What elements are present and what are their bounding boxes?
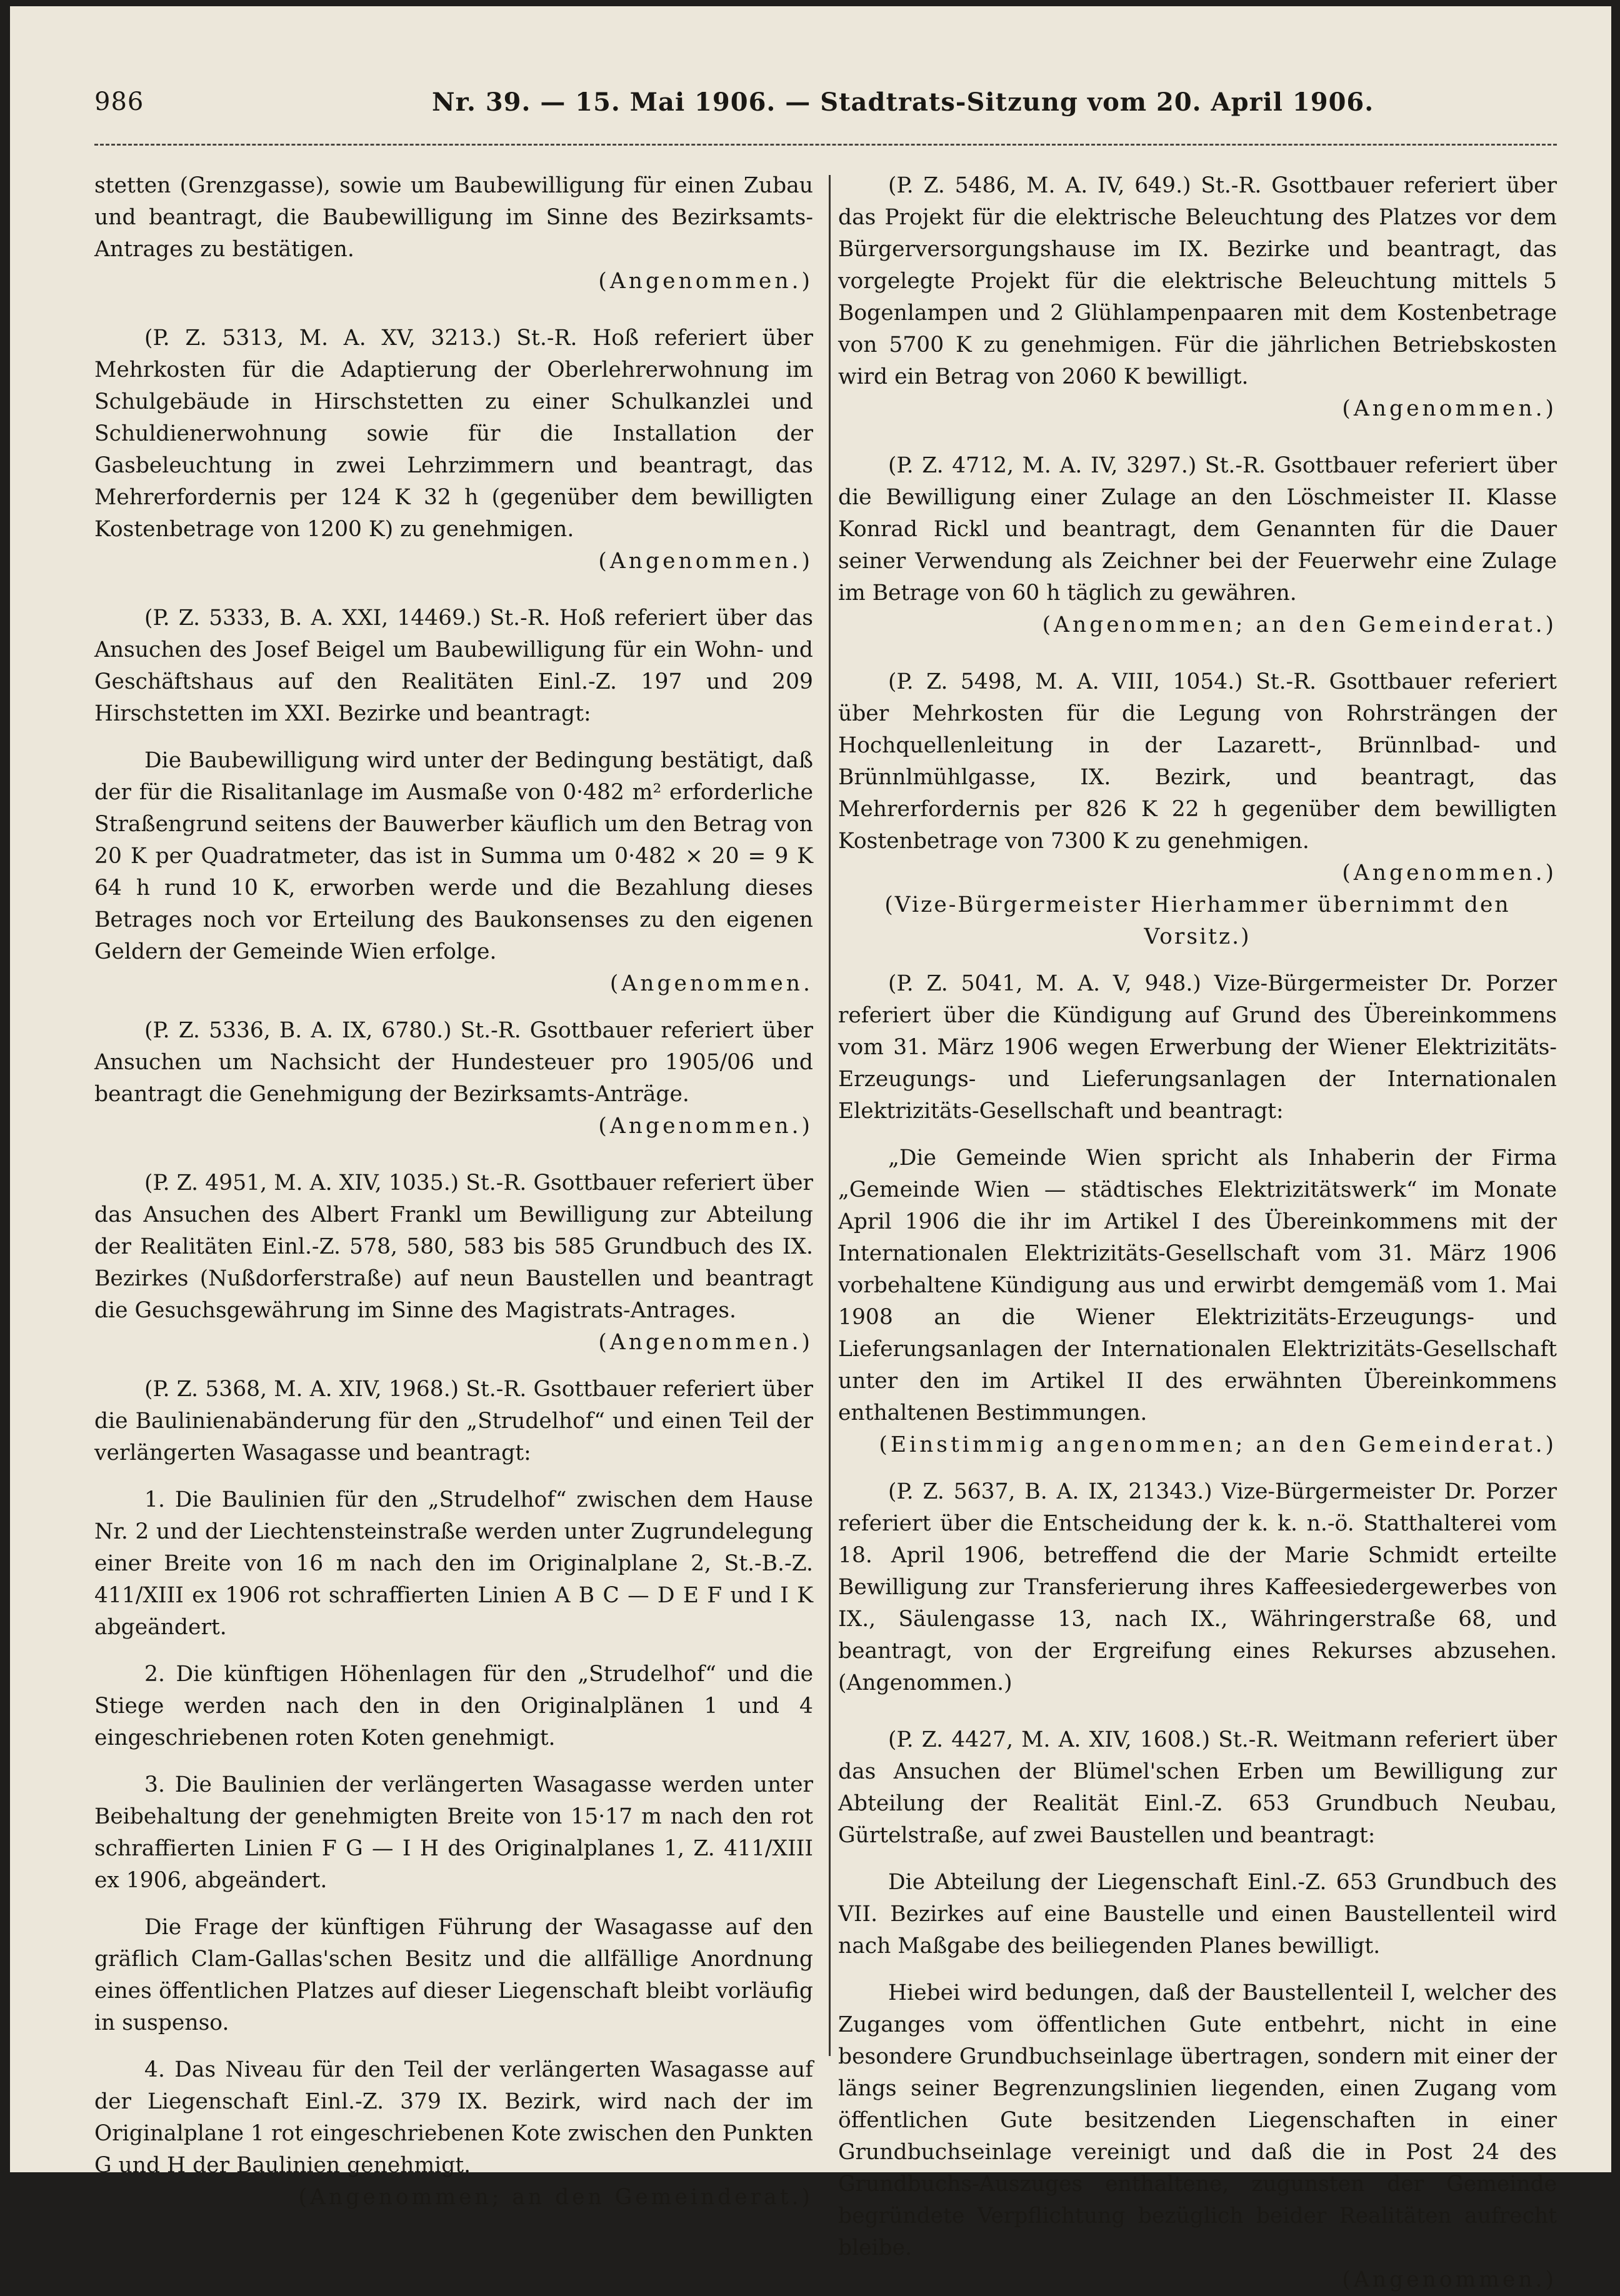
paragraph: Die Baubewilligung wird unter der Bedingung bestätigt, daß der für die Risalitanlage im Ausmaße von 0·482 m² erforderliche Straßengrund seitens der Bauwerber käuflich um den Betrag von 20 K per Quadratmeter, das ist in Summa um 0·482 × 20 = 9 K 64 h rund 10 K, erworben werde und die Bezahlung dieses Betrages noch vor Erteilung des Baukonsenses zu den eigenen Geldern der Gemeinde Wien erfolge. [94,748,813,964]
resolution-note: (Angenommen.) [1342,2267,1557,2292]
resolution-note: (Einstimmig angenommen; an den Gemeinderat.) [879,1432,1557,1457]
paragraph: 1. Die Baulinien für den „Strudelhof“ zwischen dem Hause Nr. 2 und der Liechtensteinstraße werden unter Zugrundelegung einer Breite von 16 m nach den im Originalplane 2, St.-B.-Z. 411/XIII ex 1906 rot schraffierten Linien A B C — D E F und I K abgeändert. [94,1487,813,1640]
resolution-note: (Angenommen.) [598,269,813,294]
paragraph: 4. Das Niveau für den Teil der verlängerten Wasagasse auf der Liegenschaft Einl.-Z. 379 IX. Bezirk, wird nach der im Originalplane 1 rot eingeschriebenen Kote zwischen den Punkten G und H der Baulinien genehmigt. [94,2057,813,2178]
left-column [94,170,813,2214]
paragraph: Die Frage der künftigen Führung der Wasagasse auf den gräflich Clam-Gallas'schen Besitz und die allfällige Anordnung eines öffentlichen Platzes auf dieser Liegenschaft bleibt vorläufig in suspenso. [94,1915,813,2035]
header-title: Nr. 39. — 15. Mai 1906. — Stadtrats-Sitzung vom 20. April 1906. [432,87,1374,117]
paragraph: (P. Z. 5368, M. A. XIV, 1968.) St.-R. Gsottbauer referiert über die Baulinienabänderung für den „Strudelhof“ und einen Teil der verlängerten Wasagasse und beantragt: [94,1377,813,1465]
paragraph: (P. Z. 5313, M. A. XV, 3213.) St.-R. Hoß referiert über Mehrkosten für die Adaptierung der Oberlehrerwohnung im Schulgebäude in Hirschstetten zu einer Schulkanzlei und Schuldienerwohnung sowie für die Installation der Gasbeleuchtung in zwei Lehrzimmern und beantragt, das Mehrerfordernis per 124 K 32 h (gegenüber dem bewilligten Kostenbetrage von 1200 K) zu genehmigen. [94,326,813,542]
paragraph: (P. Z. 5498, M. A. VIII, 1054.) St.-R. Gsottbauer referiert über Mehrkosten für die Legung von Rohrsträngen der Hochquellenleitung in der Lazarett-, Brünnlbad- und Brünnlmühlgasse, IX. Bezirk, und beantragt, das Mehrerfordernis per 826 K 22 h gegenüber dem bewilligten Kostenbetrage von 7300 K zu genehmigen. [838,669,1557,854]
header-divider [94,144,1557,146]
paragraph: (P. Z. 4951, M. A. XIV, 1035.) St.-R. Gsottbauer referiert über das Ansuchen des Albert Frankl um Bewilligung zur Abteilung der Realitäten Einl.-Z. 578, 580, 583 bis 585 Grundbuch des IX. Bezirkes (Nußdorferstraße) auf neun Baustellen und beantragt die Gesuchsgewährung im Sinne des Magistrats-Antrages. [94,1170,813,1323]
paragraph: (P. Z. 5486, M. A. IV, 649.) St.-R. Gsottbauer referiert über das Projekt für die elektrische Beleuchtung des Platzes vor dem Bürgerversorgungshause im IX. Bezirke und beantragt, das vorgelegte Projekt für die elektrische Beleuchtung mittels 5 Bogenlampen und 2 Glühlampenpaaren mit dem Kostenbetrage von 5700 K zu genehmigen. Für die jährlichen Betriebskosten wird ein Betrag von 2060 K bewilligt. [838,173,1557,389]
newspaper-page [10,6,1611,2292]
page-header [94,87,1557,125]
paragraph: Die Abteilung der Liegenschaft Einl.-Z. 653 Grundbuch des VII. Bezirkes auf eine Baustelle und einen Baustellenteil wird nach Maßgabe des beiliegenden Planes bewilligt. [838,1870,1557,1959]
resolution-note: (Angenommen.) [1342,396,1557,421]
paragraph: (P. Z. 5637, B. A. IX, 21343.) Vize-Bürgermeister Dr. Porzer referiert über die Entscheidung der k. k. n.-ö. Statthalterei vom 18. April 1906, betreffend die der Marie Schmidt erteilte Bewilligung zur Transferierung ihres Kaffeesiedergewerbes von IX., Säulengasse 13, nach IX., Währingerstraße 68, und beantragt, von der Ergreifung eines Rekurses abzusehen. (Angenommen.) [838,1479,1557,1695]
paragraph: 3. Die Baulinien der verlängerten Wasagasse werden unter Beibehaltung der genehmigten Breite von 15·17 m nach den rot schraffierten Linien F G — I H des Originalplanes 1, Z. 411/XIII ex 1906, abgeändert. [94,1772,813,1893]
resolution-note: (Angenommen.) [598,549,813,574]
resolution-note: (Angenommen.) [598,1330,813,1355]
paragraph: (P. Z. 5336, B. A. IX, 6780.) St.-R. Gsottbauer referiert über Ansuchen um Nachsicht der Hundesteuer pro 1905/06 und beantragt die Genehmigung der Bezirksamts-Anträge. [94,1018,813,1107]
resolution-note: (Angenommen.) [598,1114,813,1139]
right-column [838,170,1557,2296]
paragraph: (P. Z. 4427, M. A. XIV, 1608.) St.-R. Weitmann referiert über das Ansuchen der Blümel'schen Erben um Bewilligung zur Abteilung der Realität Einl.-Z. 653 Grundbuch Neubau, Gürtelstraße, auf zwei Baustellen und beantragt: [838,1727,1557,1848]
resolution-note: (Angenommen.) [1342,861,1557,886]
column-divider [829,175,831,2056]
paragraph: (P. Z. 5041, M. A. V, 948.) Vize-Bürgermeister Dr. Porzer referiert über die Kündigung auf Grund des Übereinkommens vom 31. März 1906 wegen Erwerbung der Wiener Elektrizitäts-Erzeugungs- und Lieferungsanlagen der Internationalen Elektrizitäts-Gesellschaft und beantragt: [838,971,1557,1124]
paragraph: (P. Z. 4712, M. A. IV, 3297.) St.-R. Gsottbauer referiert über die Bewilligung einer Zulage an den Löschmeister II. Klasse Konrad Rickl und beantragt, dem Genannten für die Dauer seiner Verwendung als Zeichner bei der Feuerwehr eine Zulage im Betrage von 60 h täglich zu gewähren. [838,453,1557,606]
page-number: 986 [94,87,144,116]
resolution-note: (Angenommen. [609,971,813,996]
chair-change-note: (Vize-Bürgermeister Hierhammer übernimmt den Vorsitz.) [884,892,1511,949]
resolution-note: (Angenommen; an den Gemeinderat.) [298,2185,813,2210]
resolution-note: (Angenommen; an den Gemeinderat.) [1042,612,1557,637]
paragraph: (P. Z. 5333, B. A. XXI, 14469.) St.-R. Hoß referiert über das Ansuchen des Josef Beigel um Baubewilligung für ein Wohn- und Geschäftshaus auf den Realitäten Einl.-Z. 197 und 209 Hirschstetten im XXI. Bezirke und beantragt: [94,606,813,726]
paragraph: „Die Gemeinde Wien spricht als Inhaberin der Firma „Gemeinde Wien — städtisches Elektrizitätswerk“ im Monate April 1906 die ihr im Artikel I des Übereinkommens mit der Internationalen Elektrizitäts-Gesellschaft vom 31. März 1906 vorbehaltene Kündigung aus und erwirbt demgemäß vom 1. Mai 1908 an die Wiener Elektrizitäts-Erzeugungs- und Lieferungsanlagen der Internationalen Elektrizitäts-Gesellschaft unter den im Artikel II des erwähnten Übereinkommens enthaltenen Bestimmungen. [838,1146,1557,1425]
paragraph: stetten (Grenzgasse), sowie um Baubewilligung für einen Zubau und beantragt, die Baubewilligung im Sinne des Bezirksamts-Antrages zu bestätigen. [94,173,813,262]
paragraph: 2. Die künftigen Höhenlagen für den „Strudelhof“ und die Stiege werden nach den in den Originalplänen 1 und 4 eingeschriebenen roten Koten genehmigt. [94,1662,813,1750]
paragraph: Hiebei wird bedungen, daß der Baustellenteil I, welcher des Zuganges vom öffentlichen Gute entbehrt, nicht in eine besondere Grundbuchseinlage übertragen, sondern mit einer der längs seiner Begrenzungslinien liegenden, einen Zugang vom öffentlichen Gute besitzenden Liegenschaften in einer Grundbuchseinlage vereinigt und daß die in Post 24 des Grundbuchs-Auszuges enthaltene, zugunsten der Gemeinde begründete Verpflichtung bezüglich beider Realitäten aufrecht bleibe. [838,1980,1557,2260]
